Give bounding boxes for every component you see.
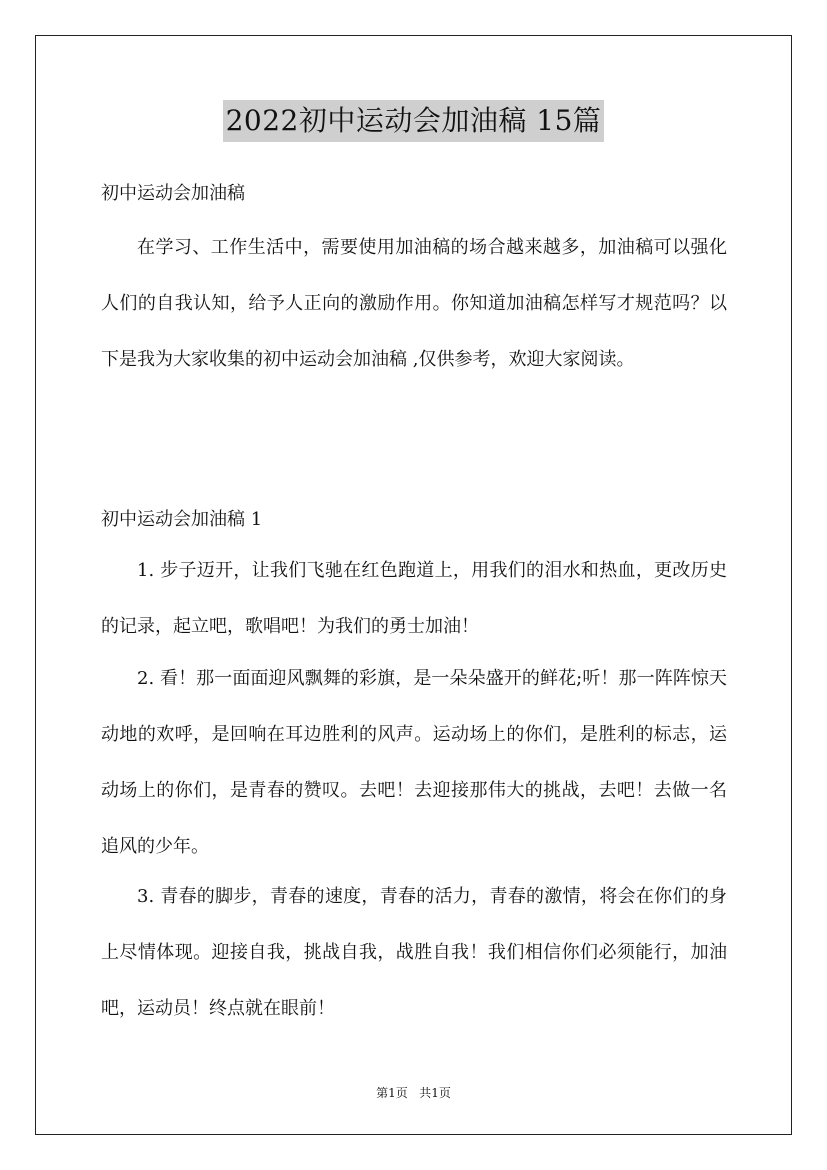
total-pages: 共1页 — [419, 1086, 451, 1100]
intro-paragraph: 在学习、工作生活中，需要使用加油稿的场合越来越多，加油稿可以强化人们的自我认知，给予人正向的激励作用。你知道加油稿怎样写才规范吗？以下是我为大家收集的初中运动会加油稿 ,仅供参考，欢迎大家阅读。 — [101, 237, 727, 370]
title-container — [0, 100, 827, 142]
subsection-heading: 初中运动会加油稿 1 — [101, 509, 263, 530]
page-number: 第1页 — [376, 1086, 408, 1100]
item-paragraph-1: 1. 步子迈开，让我们飞驰在红色跑道上，用我们的泪水和热血，更改历史的记录，起立吧，歌唱吧！为我们的勇士加油！ — [101, 560, 727, 637]
document-title: 2022初中运动会加油稿 15篇 — [223, 100, 605, 142]
item-paragraph-3: 3. 青春的脚步，青春的速度，青春的活力，青春的激情，将会在你们的身上尽情体现。迎接自我，挑战自我，战胜自我！我们相信你们必须能行，加油吧，运动员！终点就在眼前！ — [101, 886, 727, 1019]
page-footer — [0, 1084, 827, 1101]
section-heading: 初中运动会加油稿 — [101, 183, 245, 204]
item-paragraph-2: 2. 看！那一面面迎风飘舞的彩旗，是一朵朵盛开的鲜花;听！那一阵阵惊天动地的欢呼，是回响在耳边胜利的风声。运动场上的你们，是胜利的标志，运动场上的你们，是青春的赞叹。去吧！去迎接那伟大的挑战，去吧！去做一名追风的少年。 — [101, 668, 727, 857]
